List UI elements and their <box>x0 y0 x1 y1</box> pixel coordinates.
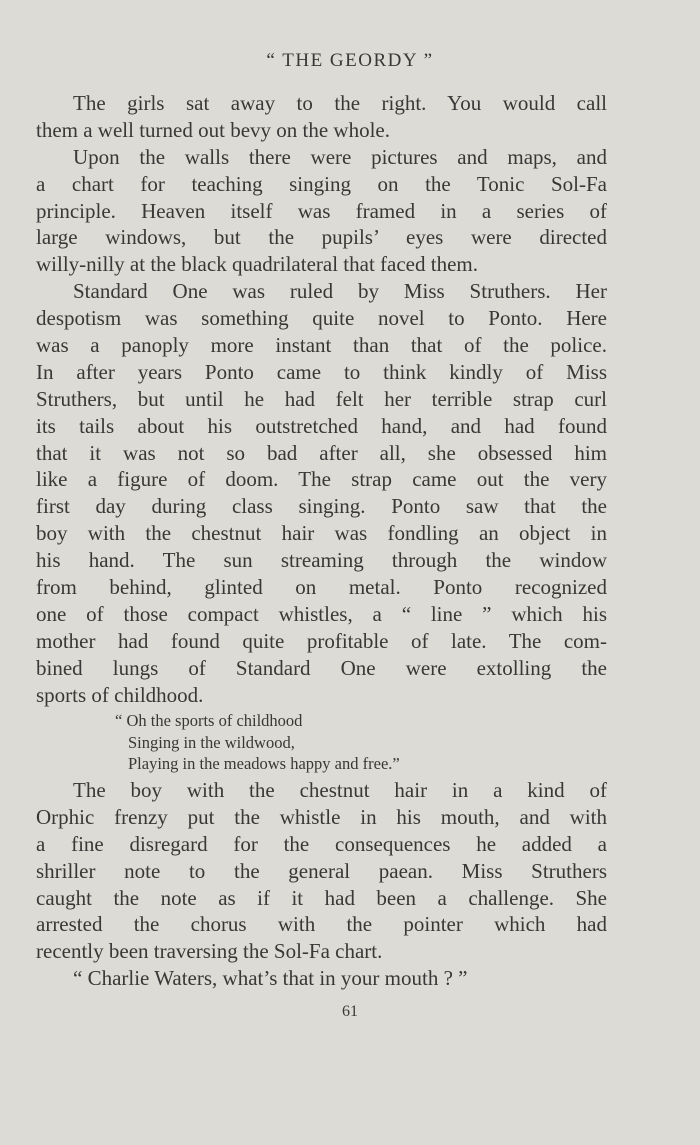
text-line: large windows, but the pupils’ eyes were directed <box>36 225 607 250</box>
text-line: “ Charlie Waters, what’s that in your mouth ? ” <box>73 966 468 991</box>
prose-block-a <box>36 90 607 708</box>
text-line: In after years Ponto came to think kindly of Miss <box>36 359 607 384</box>
text-line: one of those compact whistles, a “ line ” which his <box>36 601 607 626</box>
text-line: Standard One was ruled by Miss Struthers. Her <box>73 279 607 304</box>
verse-line: Singing in the wildwood, <box>128 732 295 752</box>
text-line: them a well turned out bevy on the whole. <box>36 117 390 142</box>
text-line: despotism was something quite novel to Ponto. Here <box>36 306 607 331</box>
text-line: willy-nilly at the black quadrilateral that faced them. <box>36 252 478 277</box>
text-line: a chart for teaching singing on the Tonic Sol-Fa <box>36 171 607 196</box>
page-number: 61 <box>342 1003 358 1020</box>
prose-block-b <box>36 777 607 992</box>
text-line: that it was not so bad after all, she obsessed him <box>36 440 607 465</box>
verse-line: “ Oh the sports of childhood <box>115 711 303 731</box>
text-line: arrested the chorus with the pointer which had <box>36 912 607 937</box>
text-line: was a panoply more instant than that of the police. <box>36 333 607 358</box>
text-line: its tails about his outstretched hand, and had found <box>36 413 607 438</box>
text-line: from behind, glinted on metal. Ponto recognized <box>36 575 607 600</box>
text-line: bined lungs of Standard One were extolling the <box>36 655 607 680</box>
text-line: caught the note as if it had been a challenge. She <box>36 885 607 910</box>
text-line: The boy with the chestnut hair in a kind of <box>73 777 607 802</box>
text-line: The girls sat away to the right. You would call <box>73 91 607 115</box>
text-line: recently been traversing the Sol-Fa chart. <box>36 939 383 964</box>
text-line: principle. Heaven itself was framed in a series of <box>36 198 607 223</box>
text-line: boy with the chestnut hair was fondling an object in <box>36 521 607 546</box>
verse-quotation <box>36 710 607 775</box>
text-line: shriller note to the general paean. Miss Struthers <box>36 858 607 883</box>
text-line: mother had found quite profitable of late. The com- <box>36 628 607 653</box>
running-head: “ THE GEORDY ” <box>266 50 434 71</box>
text-line: like a figure of doom. The strap came out the very <box>36 467 607 492</box>
text-line: Struthers, but until he had felt her terrible strap curl <box>36 386 607 411</box>
body-text <box>36 90 607 992</box>
text-line: his hand. The sun streaming through the window <box>36 548 607 573</box>
text-line: a fine disregard for the consequences he added a <box>36 831 607 856</box>
text-line: Upon the walls there were pictures and maps, and <box>73 144 607 169</box>
text-line: Orphic frenzy put the whistle in his mouth, and with <box>36 804 607 829</box>
text-line: first day during class singing. Ponto saw that the <box>36 494 607 519</box>
text-line: sports of childhood. <box>36 682 204 707</box>
verse-line: Playing in the meadows happy and free.” <box>128 754 400 774</box>
